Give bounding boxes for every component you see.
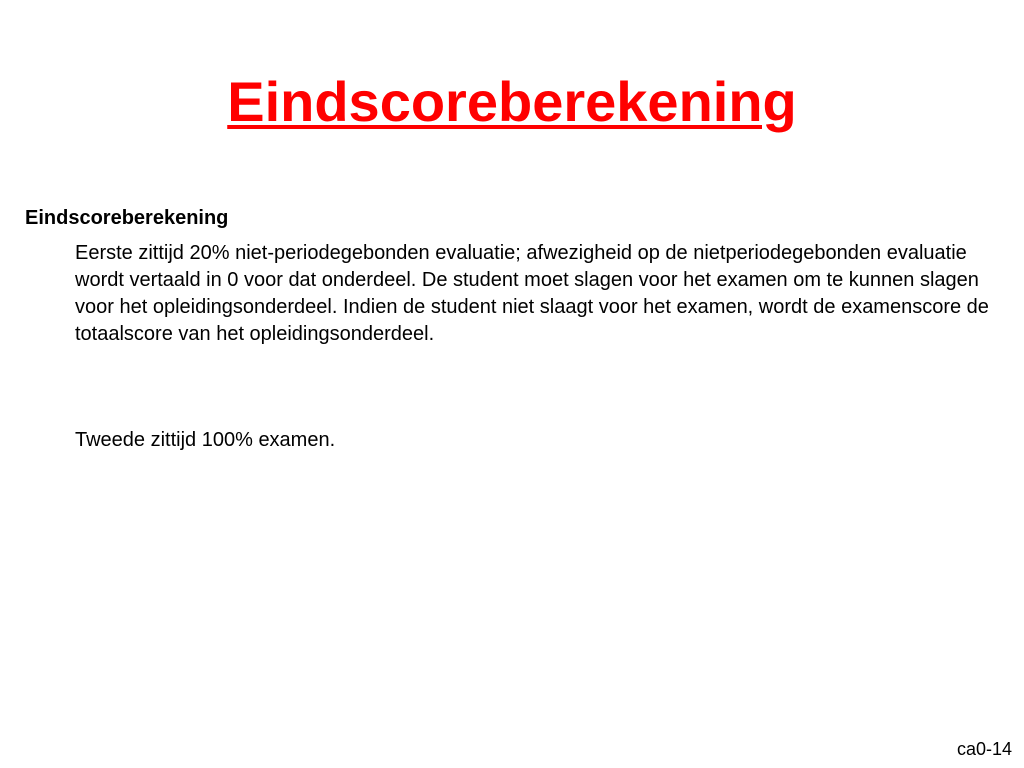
- paragraph-second-session: Tweede zittijd 100% examen.: [75, 429, 336, 451]
- section-heading: Eindscoreberekening: [25, 207, 229, 229]
- slide-title: Eindscoreberekening: [227, 70, 797, 133]
- slide-number: ca0-14: [956, 739, 1012, 759]
- paragraph-first-session: Eerste zittijd 20% niet-periodegebonden evaluatie; afwezigheid op de nietperiodegebonden evaluatie wordt vertaald in 0 voor dat onderdeel. De student moet slagen voor het examen om te kunnen slagen voor het opleidingsonderdeel. Indien de student niet slaagt voor het examen, wordt de examenscore de totaalscore van het opleidingsonderdeel.: [75, 242, 989, 345]
